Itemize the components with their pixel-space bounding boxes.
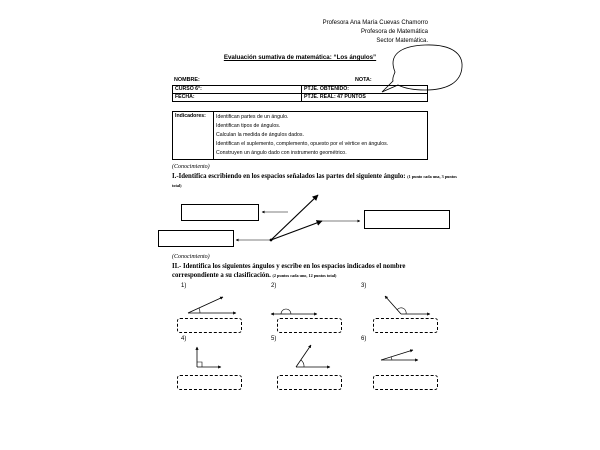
section2-tag: (Conocimiento) [172, 254, 210, 260]
answer-box-angle-4[interactable] [177, 375, 242, 390]
angle-label-1: 1) [181, 283, 187, 289]
teacher-role: Profesora de Matemática [360, 29, 428, 35]
indicator-item: Identifican partes de un ángulo. [216, 114, 289, 120]
grade-label: NOTA: [355, 77, 372, 83]
section1-question-text: I.-Identifica escribiendo en los espacios señalados las partes del siguiente ángulo: [172, 173, 406, 180]
exam-title: Evaluación sumativa de matemática: “Los ángulos” [223, 54, 377, 61]
angle-label-6: 6) [361, 336, 367, 342]
section1-tag: (Conocimiento) [172, 164, 210, 170]
answer-box-angle-2[interactable] [277, 318, 342, 333]
acute-angle-6 [381, 350, 418, 360]
answer-box-angle-3[interactable] [373, 318, 438, 333]
teacher-name: Profesora Ana María Cuevas Chamorro [322, 20, 428, 26]
answer-box-angle-6[interactable] [373, 375, 438, 390]
indicator-item: Calculan la medida de ángulos dados. [216, 132, 304, 138]
name-label: NOMBRE: [174, 77, 200, 83]
answer-box-angle-5[interactable] [277, 375, 342, 390]
right-angle-4 [197, 347, 221, 367]
section1-points: (1 punto cada una, 3 puntos total) [172, 174, 457, 188]
acute-angle-5 [296, 345, 330, 367]
angle-label-4: 4) [181, 336, 187, 342]
acute-angle-1 [188, 297, 236, 313]
indicator-item: Construyen un ángulo dado con instrumento geométrico. [216, 150, 347, 156]
score-obtained-label: PTJE. OBTENIDO: [302, 86, 428, 94]
section2-points: (2 puntos cada uno, 12 puntos total) [272, 273, 337, 278]
answer-box-angle-1[interactable] [177, 318, 242, 333]
subject-sector: Sector Matemática. [376, 38, 428, 44]
indicator-item: Identifican el suplemento, complemento, opuesto por el vértice en ángulos. [216, 141, 389, 147]
angle-label-2: 2) [271, 283, 277, 289]
score-total-label: PTJE. REAL: 47 PUNTOS [302, 94, 428, 102]
indicator-item: Identifican tipos de ángulos. [216, 123, 281, 129]
angle-label-3: 3) [361, 283, 367, 289]
indicators-label: Indicadores: [173, 112, 214, 160]
straight-angle-2 [271, 309, 317, 314]
date-label: FECHA: [173, 94, 302, 102]
obtuse-angle-3 [385, 296, 430, 314]
section2-question-text: II.- Identifica los siguientes ángulos y escribe en los espacios indicados el nombre correspondiente a su clasificación. [172, 263, 406, 279]
angle-label-5: 5) [271, 336, 277, 342]
course-label: CURSO 6°: [173, 86, 302, 94]
